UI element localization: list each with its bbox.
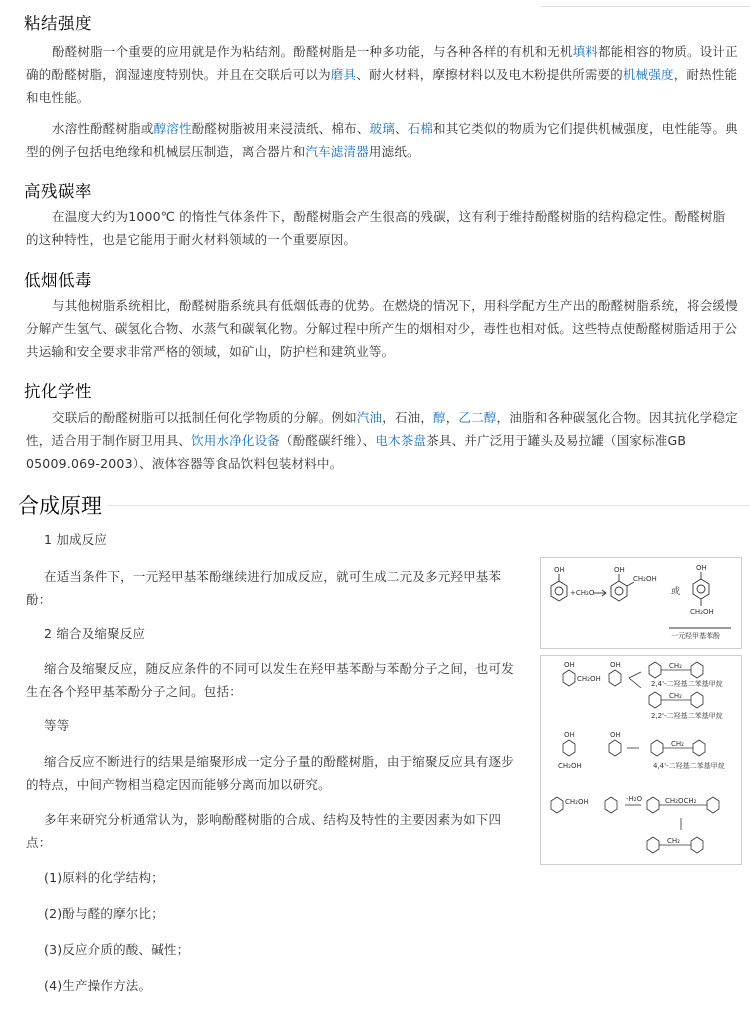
link-gasoline[interactable]: 汽油	[356, 410, 383, 425]
oh-label: OH	[696, 564, 707, 572]
benzene-ring	[649, 692, 661, 708]
heading-high-carbon: 高残碳率	[24, 182, 92, 201]
link-water-purifier[interactable]: 饮用水净化设备	[191, 433, 281, 448]
heading-bond-strength: 粘结强度	[24, 14, 92, 33]
para-product-ring	[693, 579, 709, 599]
aromatic-circle	[555, 587, 563, 595]
heading-rule	[108, 505, 750, 506]
ch2oh-label: CH₂OH	[690, 608, 714, 616]
heading-low-smoke: 低烟低毒	[24, 271, 92, 290]
oh-label: OH	[564, 731, 575, 739]
product-ring	[611, 581, 627, 601]
link-bakelite-tea-tray[interactable]: 电木茶盘	[375, 433, 427, 448]
benzene-ring	[605, 797, 617, 813]
benzene-ring	[649, 662, 661, 678]
top-divider	[540, 6, 750, 7]
bond-paragraph-1: 酚醛树脂一个重要的应用就是作为粘结剂。酚醛树脂是一种多功能，与各种各样的有机和无机填料都能相容的物质。设计正确的酚醛树脂，润湿速度特别快。并且在交联后可以为磨具、耐火材料，摩擦材料以及电木粉提供所需要的机械强度，耐热性能和电性能。	[26, 44, 738, 105]
bridge-label: CH₂	[671, 740, 684, 748]
link-glass[interactable]: 玻璃	[369, 121, 395, 136]
condensation-reaction-figure	[540, 655, 742, 865]
subheading-addition: 1 加成反应	[44, 532, 108, 547]
addition-paragraph: 在适当条件下，一元羟甲基苯酚继续进行加成反应，就可生成二元及多元羟甲基苯酚：	[26, 569, 502, 607]
factor-item: (4)生产操作方法。	[44, 978, 152, 993]
link-alcohol-soluble[interactable]: 醇溶性	[153, 121, 192, 136]
benzene-ring	[647, 837, 659, 853]
chem-paragraph: 交联后的酚醛树脂可以抵制任何化学物质的分解。例如汽油，石油，醇，乙二醇，油脂和各种碳氢化合物。因其抗化学稳定性，适合用于制作厨卫用具、饮用水净化设备（酚醛碳纤维）、电木茶盘茶具、并广泛用于罐头及易拉罐（国家标准GB 05009.069-2003）、液体容器等食品饮料包装材料中。	[26, 410, 738, 471]
phenol-ring	[551, 581, 567, 601]
condensation-paragraph: 缩合及缩聚反应，随反应条件的不同可以发生在羟甲基苯酚与苯酚分子之间，也可发生在各个羟甲基苯酚分子之间。包括：	[26, 661, 514, 699]
benzene-ring	[691, 692, 703, 708]
product-caption: 2,2'-二羟基二苯基甲烷	[651, 712, 723, 720]
benzene-ring	[609, 670, 621, 686]
factors-intro: 多年来研究分析通常认为，影响酚醛树脂的合成、结构及特性的主要因素为如下四点：	[26, 812, 502, 850]
product-caption: 4,4'-二羟基二苯基甲烷	[653, 762, 725, 770]
link-filler[interactable]: 填料	[572, 44, 599, 59]
subheading-condensation: 2 缩合及缩聚反应	[44, 626, 146, 641]
heading-chemical-resistance: 抗化学性	[24, 382, 92, 401]
ch2oh-label: CH₂OH	[577, 675, 601, 683]
condensation-reaction-diagram	[541, 656, 741, 864]
bridge-label: CH₂	[667, 837, 680, 845]
oh-label: OH	[554, 566, 565, 574]
ether-label: CH₂OCH₂	[665, 797, 697, 805]
bond-paragraph-2: 水溶性酚醛树脂或醇溶性酚醛树脂被用来浸渍纸、棉布、玻璃、石棉和其它类似的物质为它们提供机械强度，电性能等。典型的例子包括电绝缘和机械层压制造，离合器片和汽车滤清器用滤纸。	[26, 121, 738, 159]
water-label: -H₂O	[626, 795, 643, 803]
factor-item: (3)反应介质的酸、碱性；	[44, 942, 190, 957]
link-mechanical-strength[interactable]: 机械强度	[622, 67, 674, 82]
bridge-label: CH₂	[669, 662, 682, 670]
smoke-paragraph: 与其他树脂系统相比，酚醛树脂系统具有低烟低毒的优势。在燃烧的情况下，用科学配方生产出的酚醛树脂系统，将会缓慢分解产生氢气、碳氢化合物、水蒸气和碳氧化物。分解过程中所产生的烟相对少，毒性也相对低。这些特点使酚醛树脂适用于公共运输和安全要求非常严格的领域，如矿山，防护栏和建筑业等。	[26, 298, 738, 359]
ch2oh-label: CH₂OH	[565, 798, 589, 806]
benzene-ring	[647, 797, 659, 813]
figure-caption: 一元羟甲基苯酚	[671, 632, 720, 640]
benzene-ring	[691, 837, 703, 853]
link-alcohol[interactable]: 醇	[433, 410, 446, 425]
formaldehyde-label: +CH₂O	[570, 589, 595, 597]
or-label: 或	[671, 587, 681, 597]
benzene-ring	[651, 740, 663, 756]
carbon-paragraph: 在温度大约为1000℃ 的惰性气体条件下，酚醛树脂会产生很高的残碳，这有利于维持酚醛树脂的结构稳定性。酚醛树脂的这种特性，也是它能用于耐火材料领域的一个重要原因。	[26, 209, 726, 247]
benzene-ring	[691, 662, 703, 678]
addition-reaction-figure	[540, 557, 742, 649]
link-asbestos[interactable]: 石棉	[407, 121, 434, 136]
link-abrasive[interactable]: 磨具	[330, 67, 357, 82]
benzene-ring	[693, 740, 705, 756]
heading-synthesis: 合成原理	[18, 494, 102, 518]
benzene-ring	[563, 670, 575, 686]
oh-label: OH	[614, 566, 625, 574]
addition-reaction-diagram	[541, 558, 741, 648]
ch2oh-label: CH₂OH	[633, 575, 657, 583]
benzene-ring	[609, 740, 621, 756]
link-car-filter[interactable]: 汽车滤清器	[305, 144, 369, 159]
bridge-label: CH₂	[669, 692, 682, 700]
benzene-ring	[563, 740, 575, 756]
ch2oh-label: CH₂OH	[558, 762, 582, 770]
oh-label: OH	[564, 661, 575, 669]
link-glycol[interactable]: 乙二醇	[458, 410, 497, 425]
factor-item: (2)酚与醛的摩尔比；	[44, 906, 164, 921]
polycondensation-paragraph: 缩合反应不断进行的结果是缩聚形成一定分子量的酚醛树脂，由于缩聚反应具有逐步的特点，中间产物相当稳定因而能够分离而加以研究。	[26, 754, 514, 792]
oh-label: OH	[610, 731, 621, 739]
benzene-ring	[551, 797, 563, 813]
product-caption: 2,4'-二羟基二苯基甲烷	[651, 680, 723, 688]
benzene-ring	[707, 797, 719, 813]
factor-item: (1)原料的化学结构；	[44, 870, 164, 885]
etc-text: 等等	[44, 718, 70, 733]
oh-label: OH	[610, 661, 621, 669]
